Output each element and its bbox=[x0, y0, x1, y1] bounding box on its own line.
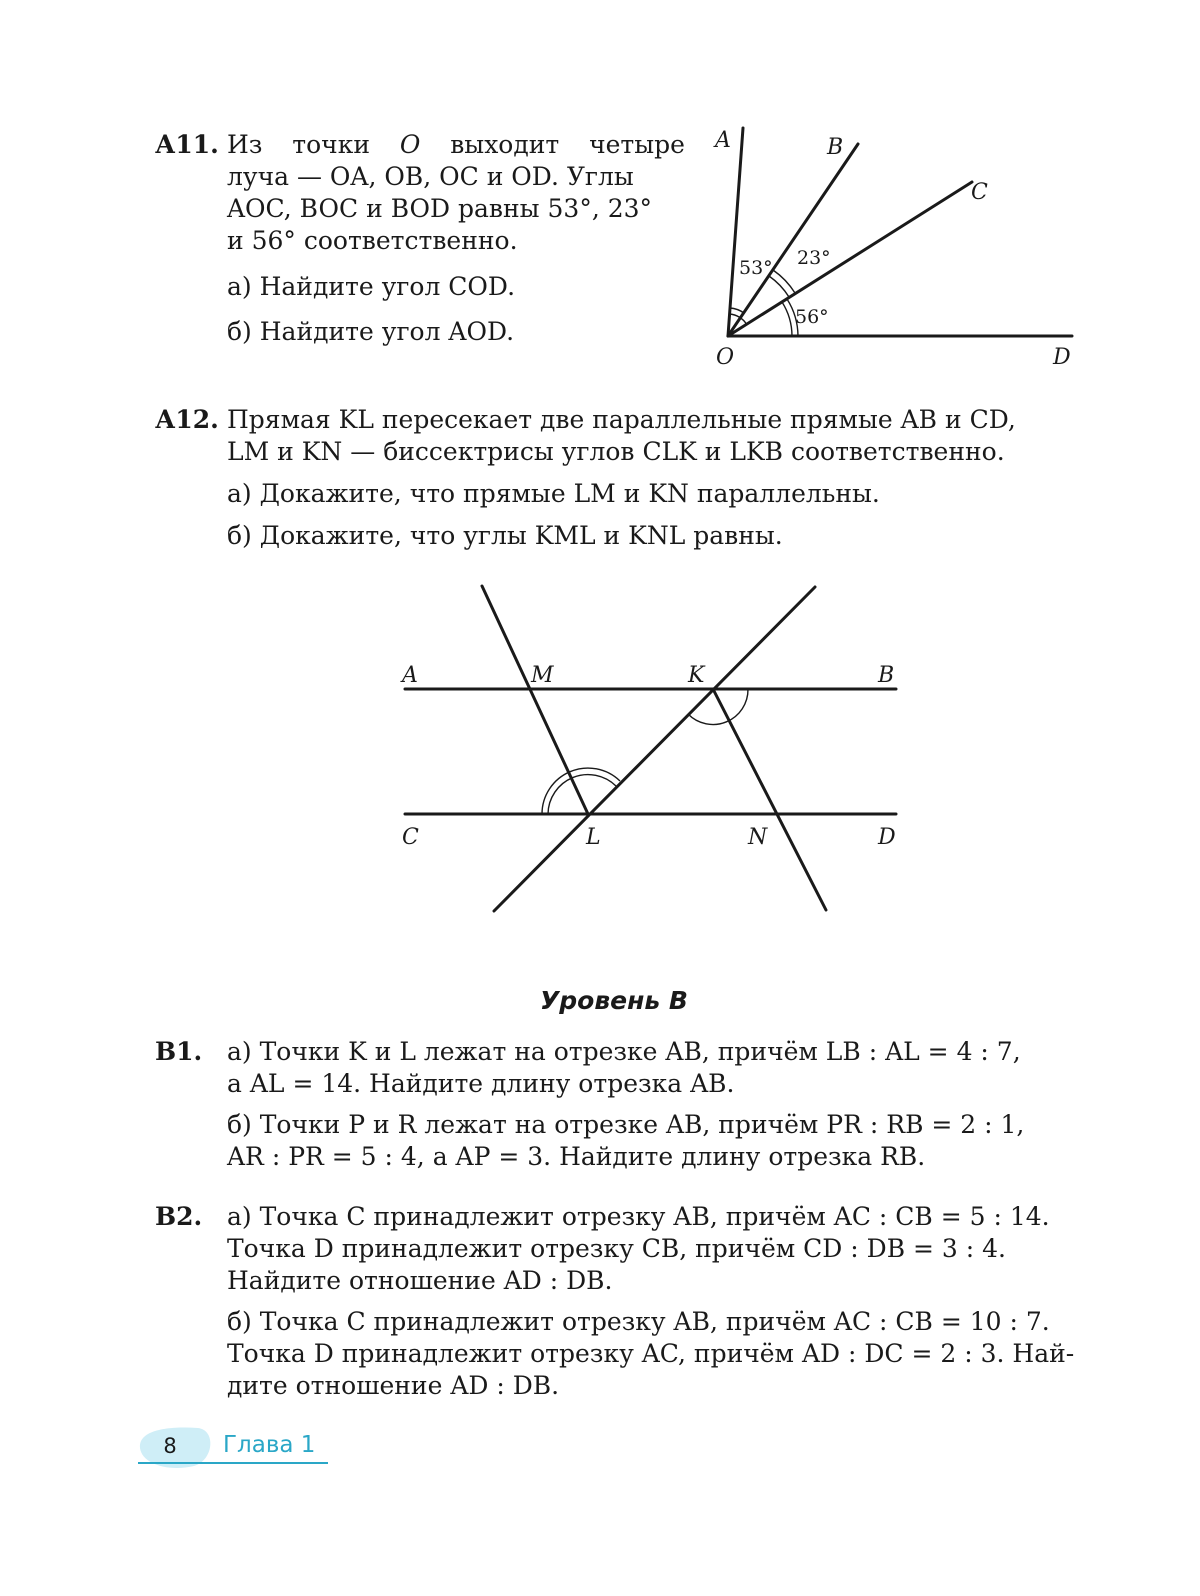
problem-number-b2: В2. bbox=[155, 1202, 203, 1231]
label-a: A bbox=[402, 663, 418, 688]
a11-text-line-2: луча — OA, OB, OC и OD. Углы bbox=[227, 162, 634, 191]
a12-part-a: а) Докажите, что прямые LM и KN параллельны. bbox=[227, 479, 880, 508]
label-m: M bbox=[531, 663, 554, 688]
problem-number-a12: А12. bbox=[155, 405, 219, 434]
angle-label-53: 53° bbox=[739, 257, 773, 279]
label-d: D bbox=[878, 825, 896, 850]
word: O bbox=[399, 130, 421, 159]
page-number: 8 bbox=[163, 1434, 177, 1458]
arc-angle-clk-2 bbox=[548, 775, 616, 814]
line-kn bbox=[713, 689, 826, 910]
b1-part-a-line-1: а) Точки K и L лежат на отрезке AB, причём LB : AL = 4 : 7, bbox=[227, 1037, 1021, 1066]
arc-aob bbox=[730, 308, 744, 313]
a12-text-line-2: LM и KN — биссектрисы углов CLK и LKB соответственно. bbox=[227, 437, 1005, 466]
label-b: B bbox=[827, 135, 844, 160]
b1-part-b-line-1: б) Точки P и R лежат на отрезке AB, причём PR : RB = 2 : 1, bbox=[227, 1110, 1025, 1139]
b2-part-a-line-1: а) Точка C принадлежит отрезку AB, причём AC : CB = 5 : 14. bbox=[227, 1202, 1050, 1231]
a11-part-b: б) Найдите угол AOD. bbox=[227, 317, 515, 346]
a12-part-b: б) Докажите, что углы KML и KNL равны. bbox=[227, 521, 783, 550]
label-d: D bbox=[1053, 345, 1071, 370]
ray-oa bbox=[728, 128, 743, 336]
label-l: L bbox=[586, 825, 601, 850]
word: Из bbox=[227, 130, 263, 159]
label-b: B bbox=[878, 663, 895, 688]
b2-part-b-line-2: Точка D принадлежит отрезку AC, причём AD : DC = 2 : 3. Най- bbox=[227, 1339, 1075, 1368]
b1-part-b-line-2: AR : PR = 5 : 4, а AP = 3. Найдите длину отрезка RB. bbox=[227, 1142, 926, 1171]
a11-angle-figure bbox=[700, 120, 1100, 380]
ray-ob bbox=[728, 144, 858, 336]
word: четыре bbox=[589, 130, 685, 159]
angle-label-56: 56° bbox=[795, 306, 829, 328]
word: точки bbox=[292, 130, 370, 159]
label-o: O bbox=[716, 345, 735, 370]
label-a: A bbox=[715, 128, 731, 153]
a11-text-line-3: AOC, BOC и BOD равны 53°, 23° bbox=[227, 194, 653, 223]
angle-label-23: 23° bbox=[797, 247, 831, 269]
chapter-label: Глава 1 bbox=[223, 1432, 316, 1458]
label-c: C bbox=[971, 180, 988, 205]
problem-number-b1: В1. bbox=[155, 1037, 203, 1066]
b2-part-a-line-3: Найдите отношение AD : DB. bbox=[227, 1266, 613, 1295]
problem-number-a11: А11. bbox=[155, 130, 219, 159]
arc-cod-2 bbox=[782, 302, 792, 336]
label-n: N bbox=[748, 825, 768, 850]
b1-part-a-line-2: а AL = 14. Найдите длину отрезка AB. bbox=[227, 1069, 735, 1098]
line-lm bbox=[482, 586, 588, 814]
section-heading-level-b: Уровень В bbox=[540, 986, 688, 1015]
a11-text-line-4: и 56° соответственно. bbox=[227, 226, 518, 255]
a12-text-line-1: Прямая KL пересекает две параллельные прямые AB и CD, bbox=[227, 405, 1016, 434]
word: выходит bbox=[450, 130, 560, 159]
a11-part-a: а) Найдите угол COD. bbox=[227, 272, 516, 301]
b2-part-a-line-2: Точка D принадлежит отрезку CB, причём CD : DB = 3 : 4. bbox=[227, 1234, 1006, 1263]
label-k: K bbox=[688, 663, 705, 688]
line-kl bbox=[494, 587, 815, 911]
label-c: C bbox=[402, 825, 419, 850]
b2-part-b-line-3: дите отношение AD : DB. bbox=[227, 1371, 560, 1400]
b2-part-b-line-1: б) Точка C принадлежит отрезку AB, причём AC : CB = 10 : 7. bbox=[227, 1307, 1050, 1336]
a11-text-line-1 bbox=[227, 129, 685, 161]
arc-boc-2 bbox=[769, 276, 789, 297]
a12-parallel-lines-figure bbox=[390, 580, 910, 930]
